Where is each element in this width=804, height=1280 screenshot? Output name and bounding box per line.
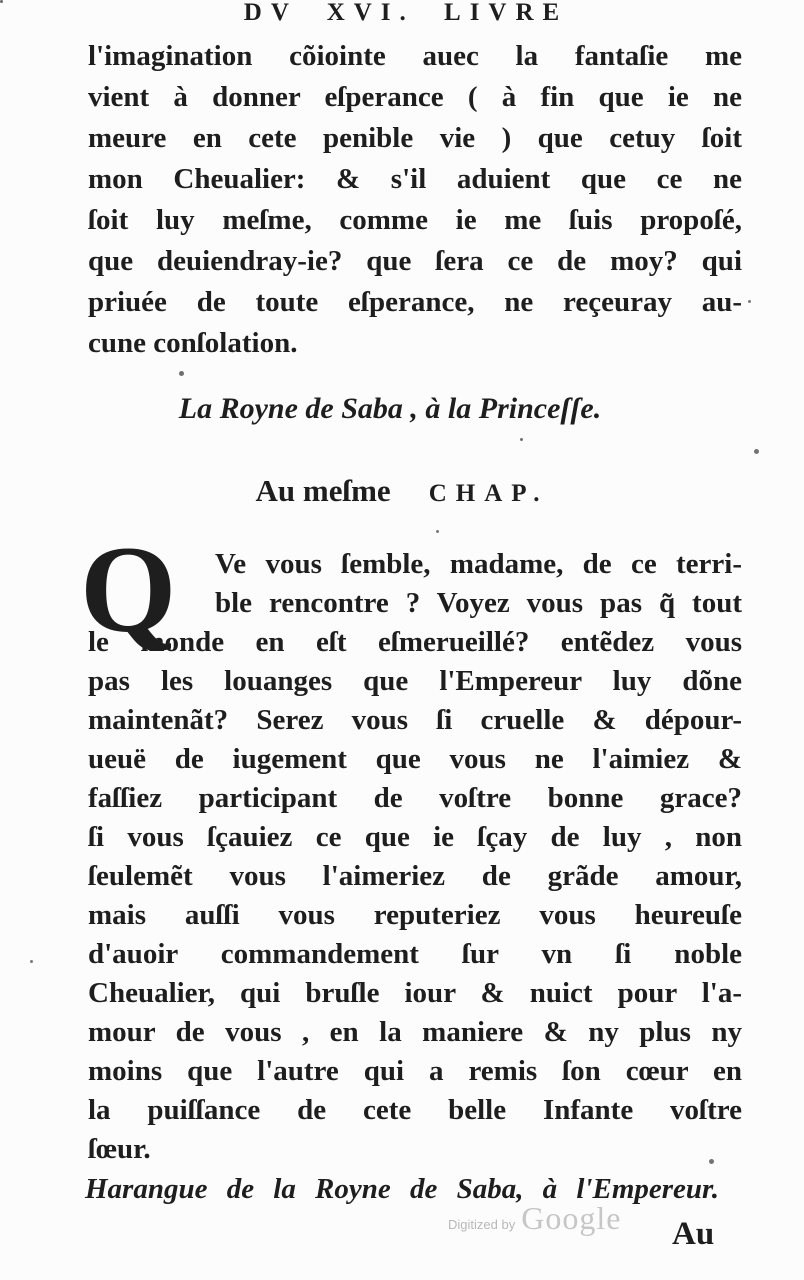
text-line: mon Cheualier: & s'il aduient que ce ne — [88, 163, 742, 195]
text-line: d'auoir commandement ſur vn ſi noble — [88, 938, 742, 970]
text-line: que deuiendray-ie? que ſera ce de moy? qui — [88, 245, 742, 277]
google-logo: Google — [521, 1200, 622, 1236]
text-line: pas les louanges que l'Empereur luy dõne — [88, 665, 742, 697]
text-line: ſœur. — [88, 1133, 151, 1165]
text-line: Ve vous ſemble, madame, de ce terri- — [215, 548, 742, 580]
text-line: mour de vous , en la maniere & ny plus ny — [88, 1016, 742, 1048]
section-heading-harangue: Harangue de la Royne de Saba, à l'Empereur. — [85, 1173, 719, 1205]
watermark-prefix-text: Digitized by — [448, 1217, 516, 1232]
text-line: ſi vous ſçauiez ce que ie ſçay de luy , non — [88, 821, 742, 853]
running-head: DV XVI. LIVRE — [243, 0, 569, 26]
catchword: Au — [672, 1216, 715, 1252]
chapter-heading-text: Au meſme — [255, 473, 391, 508]
section-heading-saba-princesse: La Royne de Saba , à la Princeſſe. — [178, 392, 602, 425]
text-line: meure en cete penible vie ) que cetuy ſoit — [88, 122, 742, 154]
text-line: priuée de toute eſperance, ne reçeuray au- — [88, 286, 742, 318]
text-line: la puiſſance de cete belle Infante voſtre — [88, 1094, 742, 1126]
text-line: maintenãt? Serez vous ſi cruelle & dépour- — [88, 704, 742, 736]
digitized-by-google-watermark — [448, 1200, 621, 1237]
text-line: mais auſſi vous reputeriez vous heureuſe — [88, 899, 742, 931]
text-line: faſſiez participant de voſtre bonne grace? — [88, 782, 742, 814]
text-line: ble rencontre ? Voyez vous pas q̃ tout — [215, 587, 742, 619]
paragraph-continuation — [88, 36, 742, 364]
chapter-heading — [0, 472, 804, 513]
text-line: Cheualier, qui bruſle iour & nuict pour l'a- — [88, 977, 742, 1009]
text-line: ueuë de iugement que vous ne l'aimiez & — [88, 743, 742, 775]
main-paragraph — [80, 521, 742, 1169]
text-line: vient à donner eſperance ( à fin que ie ne — [88, 81, 742, 113]
chapter-heading-caps: CHAP. — [428, 480, 549, 507]
scan-speck — [0, 0, 3, 3]
text-line: l'imagination cõiointe auec la fantaſie me — [88, 40, 742, 72]
text-line: moins que l'autre qui a remis ſon cœur en — [88, 1055, 742, 1087]
text-line: le monde en eſt eſmerueillé? entẽdez vous — [88, 626, 742, 658]
text-line: cune conſolation. — [88, 327, 298, 359]
drop-cap: Q — [80, 521, 177, 658]
text-line: ſoit luy meſme, comme ie me ſuis propoſé, — [88, 204, 742, 236]
text-line: ſeulemẽt vous l'aimeriez de grãde amour, — [88, 860, 742, 892]
